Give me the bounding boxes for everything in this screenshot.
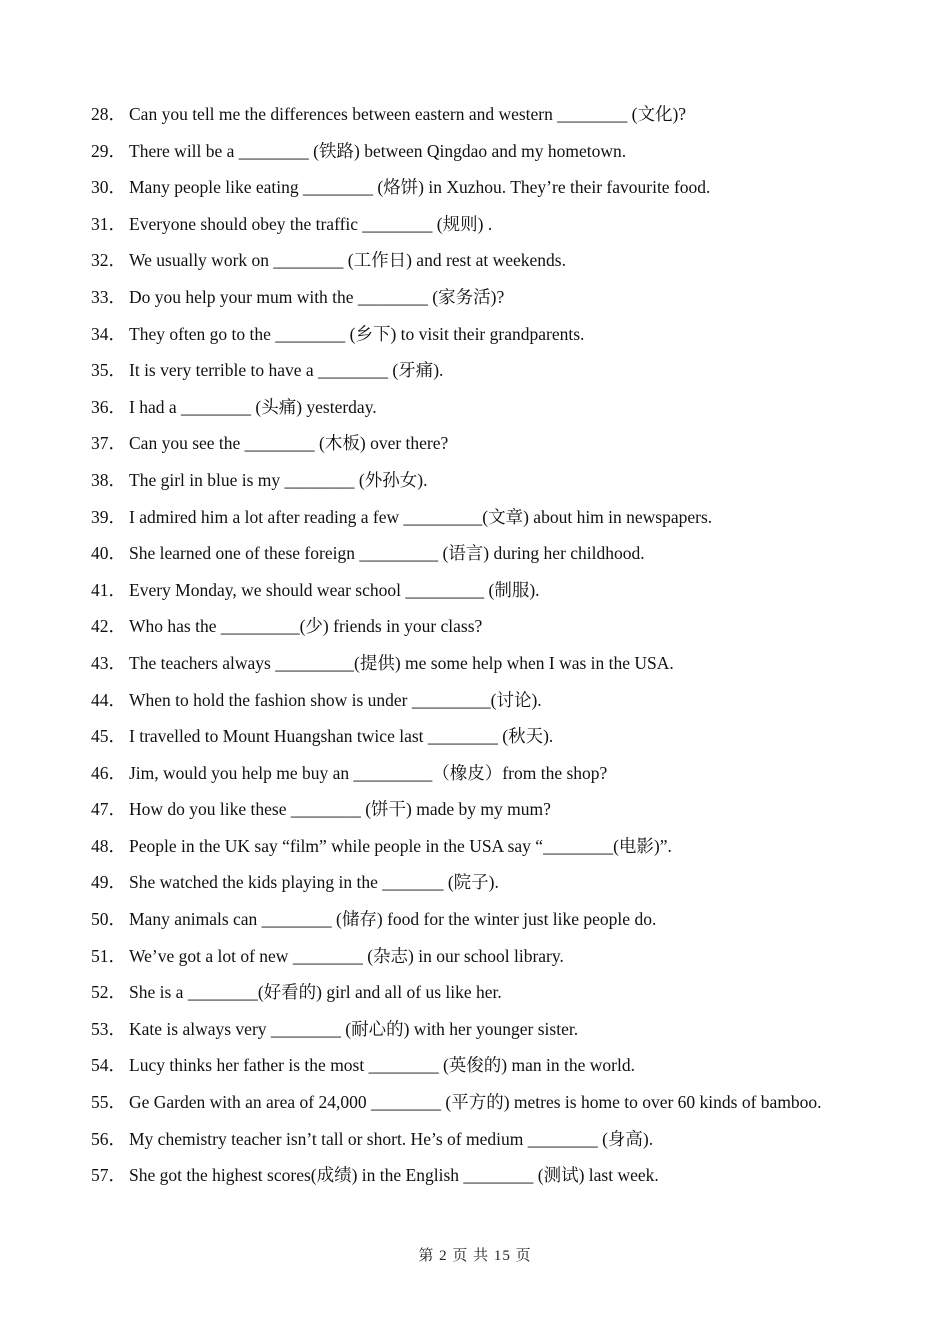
question-number: 39．	[91, 506, 126, 527]
question-text: They often go to the ________ (乡下) to visit their grandparents.	[129, 323, 585, 344]
page-footer: 第 2 页 共 15 页	[418, 1248, 532, 1264]
question-text: She watched the kids playing in the _______ (院子).	[129, 872, 499, 893]
question-number: 41．	[91, 579, 126, 600]
question-item	[91, 96, 831, 133]
question-text: How do you like these ________ (饼干) made by my mum?	[129, 799, 551, 820]
question-number: 46．	[91, 762, 126, 783]
question-text: The teachers always _________(提供) me some help when I was in the USA.	[129, 652, 674, 673]
question-text: She is a ________(好看的) girl and all of us like her.	[129, 982, 502, 1003]
question-text: Do you help your mum with the ________ (家务活)?	[129, 286, 505, 307]
question-text: Can you see the ________ (木板) over there?	[129, 433, 449, 454]
question-text: Every Monday, we should wear school _________ (制服).	[129, 579, 540, 600]
question-text: I had a ________ (头痛) yesterday.	[129, 396, 377, 417]
question-number: 31．	[91, 213, 126, 234]
question-item	[91, 1047, 831, 1084]
question-text: The girl in blue is my ________ (外孙女).	[129, 469, 428, 490]
question-item	[91, 462, 831, 499]
question-item	[91, 572, 831, 609]
question-number: 30．	[91, 177, 126, 198]
question-text: My chemistry teacher isn’t tall or short. He’s of medium ________ (身高).	[129, 1128, 654, 1149]
question-number: 36．	[91, 396, 126, 417]
question-number: 40．	[91, 543, 126, 564]
question-item	[91, 864, 831, 901]
question-number: 38．	[91, 469, 126, 490]
question-number: 37．	[91, 433, 126, 454]
question-item	[91, 608, 831, 645]
question-text: She got the highest scores(成绩) in the English ________ (测试) last week.	[129, 1165, 659, 1186]
question-item	[91, 682, 831, 719]
question-text: I travelled to Mount Huangshan twice last ________ (秋天).	[129, 726, 554, 747]
question-text: There will be a ________ (铁路) between Qingdao and my hometown.	[129, 140, 627, 161]
question-number: 28．	[91, 104, 126, 124]
question-text: Many animals can ________ (储存) food for the winter just like people do.	[129, 909, 657, 930]
question-item	[91, 206, 831, 243]
question-item	[91, 1157, 831, 1194]
question-number: 53．	[91, 1018, 126, 1039]
question-number: 56．	[91, 1128, 126, 1149]
question-text: We usually work on ________ (工作日) and rest at weekends.	[129, 250, 566, 271]
question-item	[91, 389, 831, 426]
question-number: 34．	[91, 323, 126, 344]
question-number: 51．	[91, 945, 126, 966]
question-number: 45．	[91, 726, 126, 747]
question-number: 52．	[91, 982, 126, 1003]
question-item	[91, 425, 831, 462]
question-number: 44．	[91, 689, 126, 710]
question-text: Everyone should obey the traffic ________ (规则) .	[129, 213, 493, 234]
question-text: We’ve got a lot of new ________ (杂志) in our school library.	[129, 945, 564, 966]
question-number: 54．	[91, 1055, 126, 1076]
question-number: 32．	[91, 250, 126, 271]
question-item	[91, 316, 831, 353]
question-number: 50．	[91, 909, 126, 930]
question-item	[91, 242, 831, 279]
question-item	[91, 901, 831, 938]
question-number: 35．	[91, 360, 126, 381]
question-text: When to hold the fashion show is under _________(讨论).	[129, 689, 542, 710]
question-item	[91, 499, 831, 536]
question-number: 49．	[91, 872, 126, 893]
question-number: 43．	[91, 652, 126, 673]
question-number: 29．	[91, 140, 126, 161]
question-text: Who has the _________(少) friends in your class?	[129, 616, 483, 637]
question-item	[91, 828, 831, 865]
question-text: People in the UK say “film” while people in the USA say “________(电影)”.	[129, 835, 672, 856]
question-item	[91, 133, 831, 170]
question-item	[91, 1084, 831, 1121]
question-text: I admired him a lot after reading a few _________(文章) about him in newspapers.	[129, 506, 713, 527]
question-item	[91, 279, 831, 316]
question-text: Can you tell me the differences between eastern and western ________ (文化)?	[129, 104, 687, 124]
question-text: She learned one of these foreign _________ (语言) during her childhood.	[129, 543, 645, 564]
question-text: Jim, would you help me buy an _________（橡皮）from the shop?	[129, 762, 608, 783]
question-item	[91, 169, 831, 206]
question-number: 33．	[91, 286, 126, 307]
question-text: It is very terrible to have a ________ (牙痛).	[129, 360, 444, 381]
question-text: Many people like eating ________ (烙饼) in Xuzhou. They’re their favourite food.	[129, 177, 711, 198]
question-item	[91, 938, 831, 975]
question-text: Kate is always very ________ (耐心的) with her younger sister.	[129, 1018, 579, 1039]
question-item	[91, 535, 831, 572]
question-item	[91, 974, 831, 1011]
question-item	[91, 1011, 831, 1048]
question-number: 55．	[91, 1092, 126, 1113]
question-number: 48．	[91, 835, 126, 856]
question-item	[91, 791, 831, 828]
question-item	[91, 352, 831, 389]
question-item	[91, 718, 831, 755]
question-item	[91, 1121, 831, 1158]
question-item	[91, 645, 831, 682]
question-text: Ge Garden with an area of 24,000 ________ (平方的) metres is home to over 60 kinds of bamboo.	[129, 1092, 822, 1113]
question-item	[91, 755, 831, 792]
question-number: 42．	[91, 616, 126, 637]
question-text: Lucy thinks her father is the most ________ (英俊的) man in the world.	[129, 1055, 635, 1076]
question-number: 57．	[91, 1165, 126, 1186]
question-list	[91, 96, 831, 1194]
question-number: 47．	[91, 799, 126, 820]
